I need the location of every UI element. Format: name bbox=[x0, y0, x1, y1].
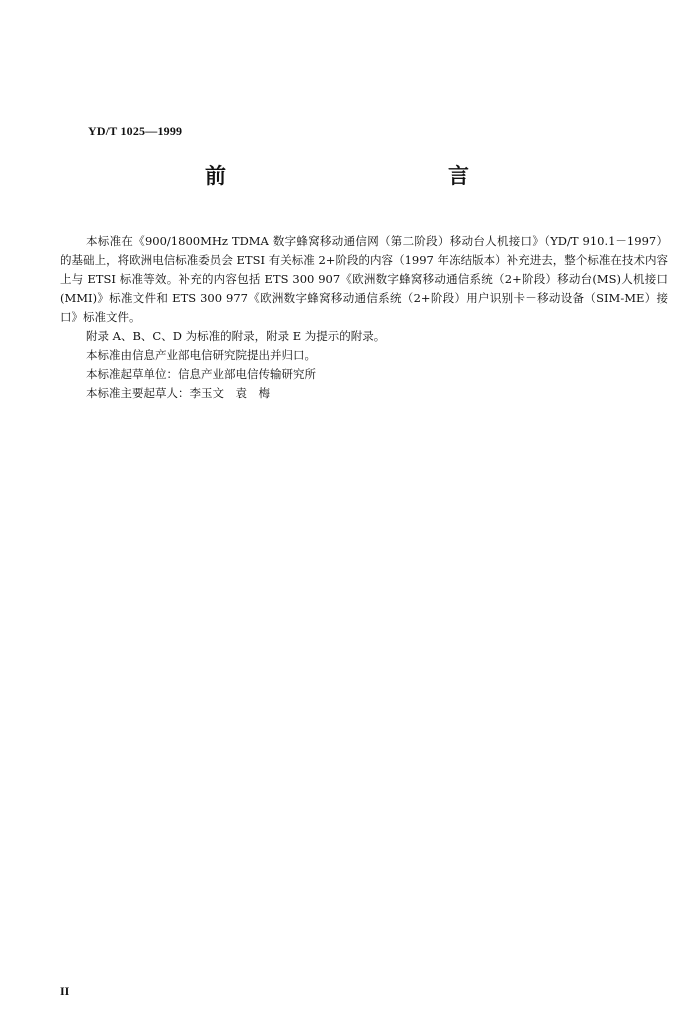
paragraph-intro: 本标准在《900/1800MHz TDMA 数字蜂窝移动通信网（第二阶段）移动台人机接口》（YD/T 910.1－1997）的基础上，将欧洲电信标准委员会 ETSI 有关标准 2+阶段的内容（1997 年冻结版本）补充进去，整个标准在技术内容上与 ETSI 标准等效。补充的内容包括 ETS 300 907《欧洲数字蜂窝移动通信系统（2+阶段）移动台(MS)人机接口(MMI)》标准文件和 ETS 300 977《欧洲数字蜂窝移动通信系统（2+阶段）用户识别卡－移动设备（SIM-ME）接口》标准文件。 bbox=[60, 234, 668, 324]
paragraph-drafting-unit: 本标准起草单位：信息产业部电信传输研究所 bbox=[86, 367, 316, 381]
standard-code: YD/T 1025—1999 bbox=[88, 124, 183, 138]
paragraph-drafters: 本标准主要起草人：李玉文 袁 梅 bbox=[86, 386, 270, 400]
page-number: II bbox=[60, 984, 70, 998]
page-title: 前 言 bbox=[205, 164, 529, 188]
document-body bbox=[60, 232, 668, 403]
paragraph-proposer: 本标准由信息产业部电信研究院提出并归口。 bbox=[86, 348, 316, 362]
paragraph-appendix: 附录 A、B、C、D 为标准的附录，附录 E 为提示的附录。 bbox=[86, 329, 386, 343]
